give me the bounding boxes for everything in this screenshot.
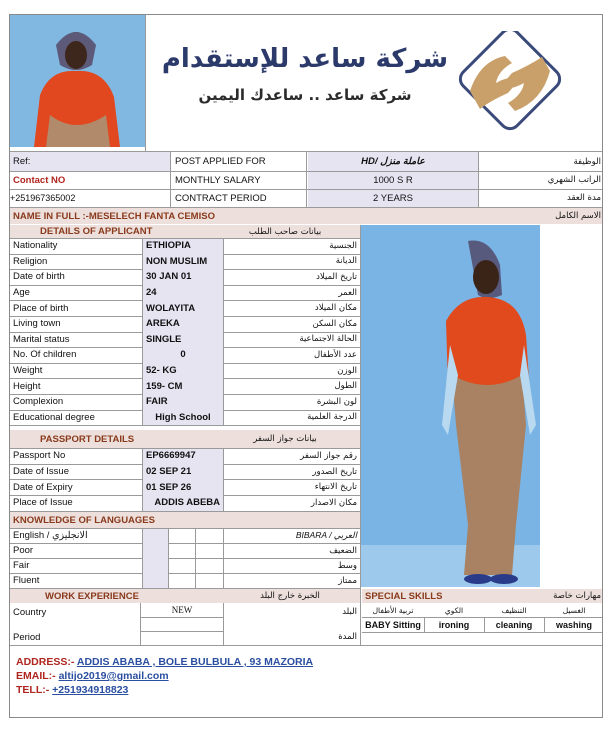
grid-line xyxy=(424,617,425,632)
skill-ar: الغسيل xyxy=(562,606,586,615)
language-row-extra: BIBARA / العربي xyxy=(295,530,357,540)
applicant-row-ar: الحالة الاجتماعية xyxy=(299,334,357,345)
languages-section-title: KNOWLEDGE OF LANGUAGES xyxy=(10,512,360,528)
grid-line xyxy=(10,425,360,426)
contact-value: +251967365002 xyxy=(10,193,76,203)
applicant-row-value: 30 JAN 01 xyxy=(143,269,223,285)
applicant-row-ar: الطول xyxy=(334,381,357,392)
footer-address xyxy=(16,656,313,668)
work-country-ar: البلد xyxy=(342,607,357,617)
applicant-row-value: 0 xyxy=(143,347,223,363)
grid-line xyxy=(223,238,224,425)
passport-section-title-ar: بيانات جواز السفر xyxy=(253,434,317,444)
tel-label: TELL:- xyxy=(16,684,50,696)
email-label: EMAIL:- xyxy=(16,670,56,682)
name-in-full: NAME IN FULL :-MESELECH FANTA CEMISO xyxy=(10,208,603,224)
grid-line xyxy=(362,617,603,618)
passport-row-ar: تاريخ الانتهاء xyxy=(314,482,357,493)
applicant-row-ar: العمر xyxy=(338,287,357,298)
post-applied-value: HD/ عاملة منزل xyxy=(308,152,478,171)
grid-line xyxy=(10,238,360,239)
applicant-row-value: 52- KG xyxy=(143,363,223,379)
work-experience-title-ar: الخبرة خارج البلد xyxy=(260,591,320,601)
applicant-row-label: Complexion xyxy=(13,396,64,408)
applicant-row-value: WOLAYITA xyxy=(143,300,223,316)
contract-period-value: 2 YEARS xyxy=(308,189,478,207)
skill-ar: الكوي xyxy=(444,606,464,615)
skill-ar: تربية الأطفال xyxy=(372,606,414,615)
applicant-row-label: Date of birth xyxy=(13,271,65,283)
language-row-ar: ممتاز xyxy=(338,575,357,586)
language-row-label: Fair xyxy=(13,560,30,571)
passport-section-title: PASSPORT DETAILS xyxy=(10,430,360,448)
monthly-salary-label: MONTHLY SALARY xyxy=(175,174,261,186)
applicant-row-value: ETHIOPIA xyxy=(143,238,223,254)
language-row-value xyxy=(143,573,168,588)
grid-line xyxy=(195,528,196,588)
grid-line xyxy=(142,528,143,588)
language-row-label: English / الانجليزي xyxy=(13,530,88,541)
applicant-photo-small xyxy=(10,15,145,147)
work-country-label: Country xyxy=(13,606,47,618)
language-row-ar: وسط xyxy=(337,560,357,571)
language-row-value xyxy=(143,528,168,543)
company-logo-icon xyxy=(450,31,570,141)
work-period-ar: المدة xyxy=(338,632,357,642)
applicant-row-ar: مكان السكن xyxy=(312,318,357,329)
passport-row-label: Passport No xyxy=(13,450,66,462)
passport-row-value: ADDIS ABEBA xyxy=(143,495,223,511)
passport-row-ar: مكان الاصدار xyxy=(310,497,357,508)
passport-row-value: 01 SEP 26 xyxy=(143,479,223,495)
applicant-row-value: AREKA xyxy=(143,316,223,332)
applicant-row-ar: الوزن xyxy=(337,365,357,376)
contact-label: Contact NO xyxy=(13,174,66,186)
grid-line xyxy=(142,448,143,511)
applicant-section-title-ar: بيانات صاحب الطلب xyxy=(248,226,322,237)
applicant-row-value: NON MUSLIM xyxy=(143,254,223,270)
special-skills-title: SPECIAL SKILLS xyxy=(362,589,603,603)
applicant-row-ar: الدرجة العلمية xyxy=(307,412,357,423)
applicant-row-ar: عدد الأطفال xyxy=(313,349,357,360)
contract-period-label: CONTRACT PERIOD xyxy=(175,192,267,204)
name-in-full-ar: الاسم الكامل xyxy=(555,211,601,221)
language-row-value xyxy=(143,558,168,573)
grid-line xyxy=(544,617,545,632)
applicant-row-value: 159- CM xyxy=(143,378,223,394)
passport-row-ar: رقم جواز السفر xyxy=(300,450,357,461)
applicant-row-ar: مكان الميلاد xyxy=(314,303,357,314)
grid-line xyxy=(10,528,360,529)
post-applied-ar: الوظيفة xyxy=(573,156,601,167)
applicant-row-label: Marital status xyxy=(13,333,70,345)
post-applied-label: POST APPLIED FOR xyxy=(175,156,266,167)
skill-item: washing xyxy=(555,619,592,630)
work-period-label: Period xyxy=(13,631,41,643)
applicant-row-ar: تاريخ الميلاد xyxy=(316,271,357,282)
applicant-row-ar: الجنسية xyxy=(329,240,357,251)
contract-period-ar: مدة العقد xyxy=(567,193,601,203)
special-skills-title-ar: مهارات خاصة xyxy=(553,591,601,601)
passport-row-label: Date of Expiry xyxy=(13,481,73,493)
applicant-row-label: Educational degree xyxy=(13,411,95,423)
applicant-row-label: Age xyxy=(13,287,30,299)
applicant-row-value: FAIR xyxy=(143,394,223,410)
monthly-salary-ar: الراتب الشهري xyxy=(547,175,601,185)
passport-row-value: 02 SEP 21 xyxy=(143,464,223,480)
grid-line xyxy=(10,448,360,449)
work-experience-title: WORK EXPERIENCE xyxy=(10,589,360,603)
tel-link[interactable]: +251934918823 xyxy=(52,684,129,696)
photo-divider xyxy=(145,15,146,151)
skill-item: BABY Sitting xyxy=(365,619,421,630)
email-link[interactable]: altijo2019@gmail.com xyxy=(58,670,169,682)
applicant-photo-large xyxy=(360,225,540,587)
grid-line xyxy=(168,528,169,588)
passport-row-label: Date of Issue xyxy=(13,466,69,478)
cv-page xyxy=(9,14,603,718)
grid-line xyxy=(484,617,485,632)
applicant-row-value: SINGLE xyxy=(143,332,223,348)
skill-ar: التنظيف xyxy=(501,606,527,615)
language-row-value xyxy=(143,543,168,558)
applicant-row-label: Place of birth xyxy=(13,302,69,314)
skill-item: ironing xyxy=(438,619,470,630)
applicant-section-title: DETAILS OF APPLICANT xyxy=(10,225,360,238)
language-row-label: Poor xyxy=(13,545,34,556)
address-label: ADDRESS:- xyxy=(16,656,75,668)
ref-label: Ref: xyxy=(10,152,170,171)
grid-line xyxy=(223,448,224,511)
address-value[interactable]: ADDIS ABABA , BOLE BULBULA , 93 MAZORIA xyxy=(76,656,314,668)
company-name-ar: شركة ساعد للإستقدام xyxy=(161,44,449,74)
passport-row-value: EP6669947 xyxy=(143,448,223,464)
footer-tel xyxy=(16,684,128,696)
applicant-row-value: High School xyxy=(143,410,223,426)
skill-item: cleaning xyxy=(495,619,533,630)
passport-row-ar: تاريخ الصدور xyxy=(312,466,357,477)
passport-row-label: Place of Issue xyxy=(13,497,73,509)
grid-line xyxy=(223,528,224,588)
applicant-row-label: No. Of children xyxy=(13,349,77,361)
grid-line xyxy=(362,632,603,633)
language-row-ar: الضعيف xyxy=(329,545,357,556)
language-row-label: Fluent xyxy=(13,575,40,586)
applicant-row-label: Nationality xyxy=(13,240,58,252)
applicant-row-label: Religion xyxy=(13,255,48,267)
applicant-row-label: Weight xyxy=(13,365,43,377)
footer-email xyxy=(16,670,169,682)
applicant-row-ar: لون البشرة xyxy=(316,396,357,407)
monthly-salary-value: 1000 S R xyxy=(308,171,478,189)
grid-line xyxy=(142,238,143,425)
applicant-row-label: Height xyxy=(13,380,41,392)
applicant-row-label: Living town xyxy=(13,318,61,330)
applicant-row-ar: الديانة xyxy=(335,256,357,267)
company-slogan-ar: شركة ساعد .. ساعدك اليمين xyxy=(198,86,412,104)
work-country-value: NEW xyxy=(171,605,193,615)
applicant-row-value: 24 xyxy=(143,285,223,301)
